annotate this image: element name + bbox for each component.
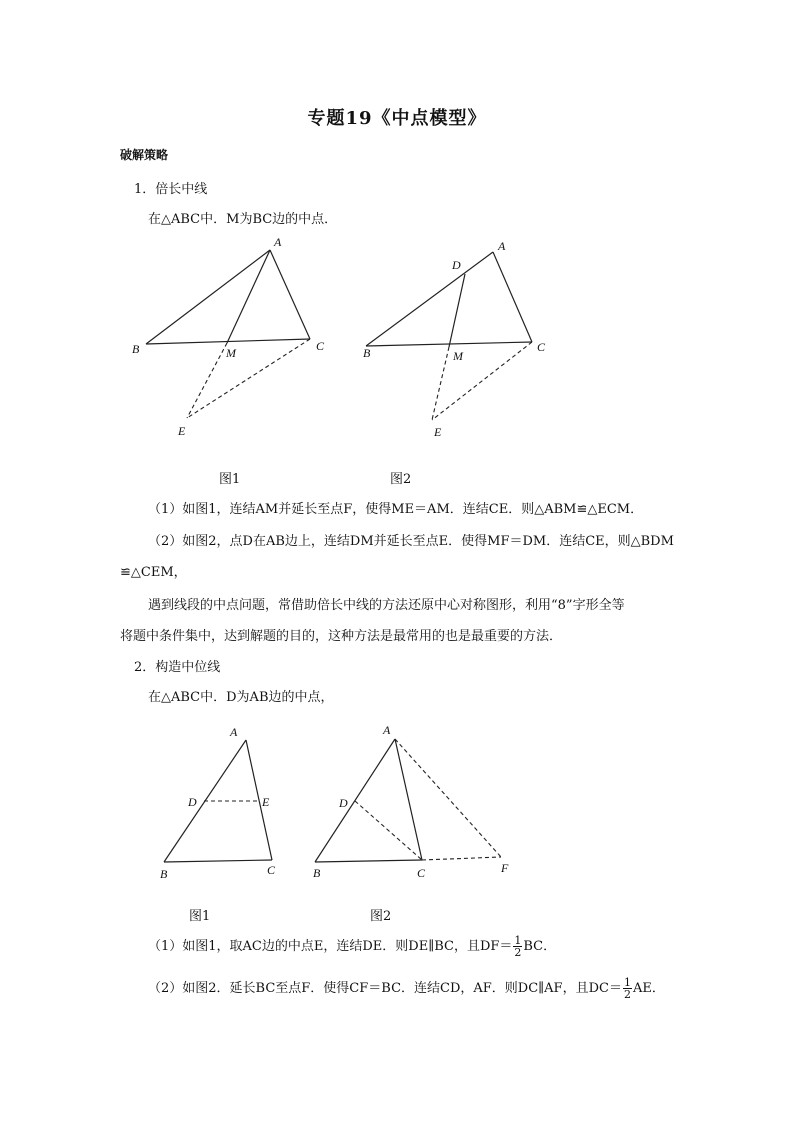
- s1-paragraph-line-1: 遇到线段的中点问题，常借助倍长中线的方法还原中心对称图形，利用“8”字形全等: [148, 598, 625, 613]
- s1-intro: 在△ABC中．M为BC边的中点．: [148, 212, 338, 227]
- s1-heading: 1．倍长中线: [134, 182, 208, 197]
- label-b: B: [313, 866, 321, 880]
- s1-figure-1-caption: 图1: [219, 472, 241, 487]
- s2-item-1: [148, 935, 556, 958]
- s2-intro: 在△ABC中．D为AB边的中点，: [148, 690, 334, 705]
- label-c: C: [267, 863, 276, 877]
- segment-ab: [146, 250, 270, 344]
- s2-item-1-suffix: BC．: [523, 939, 557, 954]
- segment-am: [227, 250, 270, 343]
- segment-dm: [449, 274, 465, 347]
- s2-item-2-suffix: AE．: [632, 981, 665, 996]
- fraction-one-half: $\frac{1}{2}$: [514, 934, 522, 959]
- label-e: E: [178, 424, 186, 438]
- segment-cf: [422, 857, 501, 860]
- segment-ce: [187, 339, 310, 418]
- s2-item-2-text: （2）如图2．延长BC至点F．使得CF＝BC．连结CD，AF．则DC∥AF，且DC＝: [148, 981, 622, 996]
- label-d: D: [339, 796, 348, 810]
- label-f: F: [501, 861, 509, 875]
- segment-ab: [366, 252, 493, 346]
- segment-af: [395, 739, 501, 857]
- figure-1b-diagram: [350, 230, 580, 440]
- page-title: 专题19《中点模型》: [307, 108, 487, 129]
- s1-figure-2-caption: 图2: [390, 472, 412, 487]
- label-b: B: [160, 867, 168, 881]
- s2-figure-1-caption: 图1: [189, 909, 211, 924]
- section-heading: 破解策略: [120, 148, 169, 162]
- figure-2a-diagram: [150, 720, 300, 890]
- label-c: C: [316, 339, 325, 353]
- segment-me: [187, 343, 227, 418]
- s2-item-2: [148, 977, 665, 1000]
- segment-ac: [395, 739, 422, 860]
- label-e: E: [434, 425, 442, 439]
- label-e: E: [262, 795, 270, 809]
- s1-item-2-line-1: （2）如图2，点D在AB边上，连结DM并延长至点E．使得MF＝DM．连结CE，则△BDM: [148, 534, 674, 549]
- s1-item-2-line-2: ≌△CEM，: [120, 565, 187, 580]
- label-c: C: [417, 866, 426, 880]
- label-a: A: [230, 725, 238, 739]
- label-c: C: [537, 340, 546, 354]
- label-m: M: [453, 349, 463, 363]
- s1-item-1: （1）如图1，连结AM并延长至点F，使得ME＝AM．连结CE．则△ABM≌△ECM．: [148, 502, 644, 517]
- fraction-one-half: $\frac{1}{2}$: [623, 976, 631, 1001]
- label-a: A: [498, 239, 506, 253]
- s2-item-1-text: （1）如图1，取AC边的中点E，连结DE．则DE∥BC，且DF＝: [148, 939, 513, 954]
- segment-bc: [315, 860, 422, 862]
- segment-dc: [355, 801, 422, 860]
- segment-ac: [270, 250, 310, 339]
- label-b: B: [132, 342, 140, 356]
- figure-2b-diagram: [305, 715, 535, 890]
- s2-figure-2-caption: 图2: [370, 909, 392, 924]
- segment-bc: [164, 860, 272, 862]
- label-a: A: [383, 723, 391, 737]
- label-m: M: [226, 346, 236, 360]
- segment-ce: [432, 342, 532, 420]
- label-d: D: [452, 258, 461, 272]
- label-b: B: [363, 346, 371, 360]
- s2-heading: 2．构造中位线: [134, 660, 221, 675]
- segment-ab: [315, 739, 395, 862]
- segment-ac: [493, 252, 532, 342]
- label-d: D: [188, 795, 197, 809]
- label-a: A: [274, 235, 282, 249]
- figure-1a-diagram: [120, 230, 350, 440]
- s1-paragraph-line-2: 将题中条件集中，达到解题的目的，这种方法是最常用的也是最重要的方法．: [120, 629, 563, 644]
